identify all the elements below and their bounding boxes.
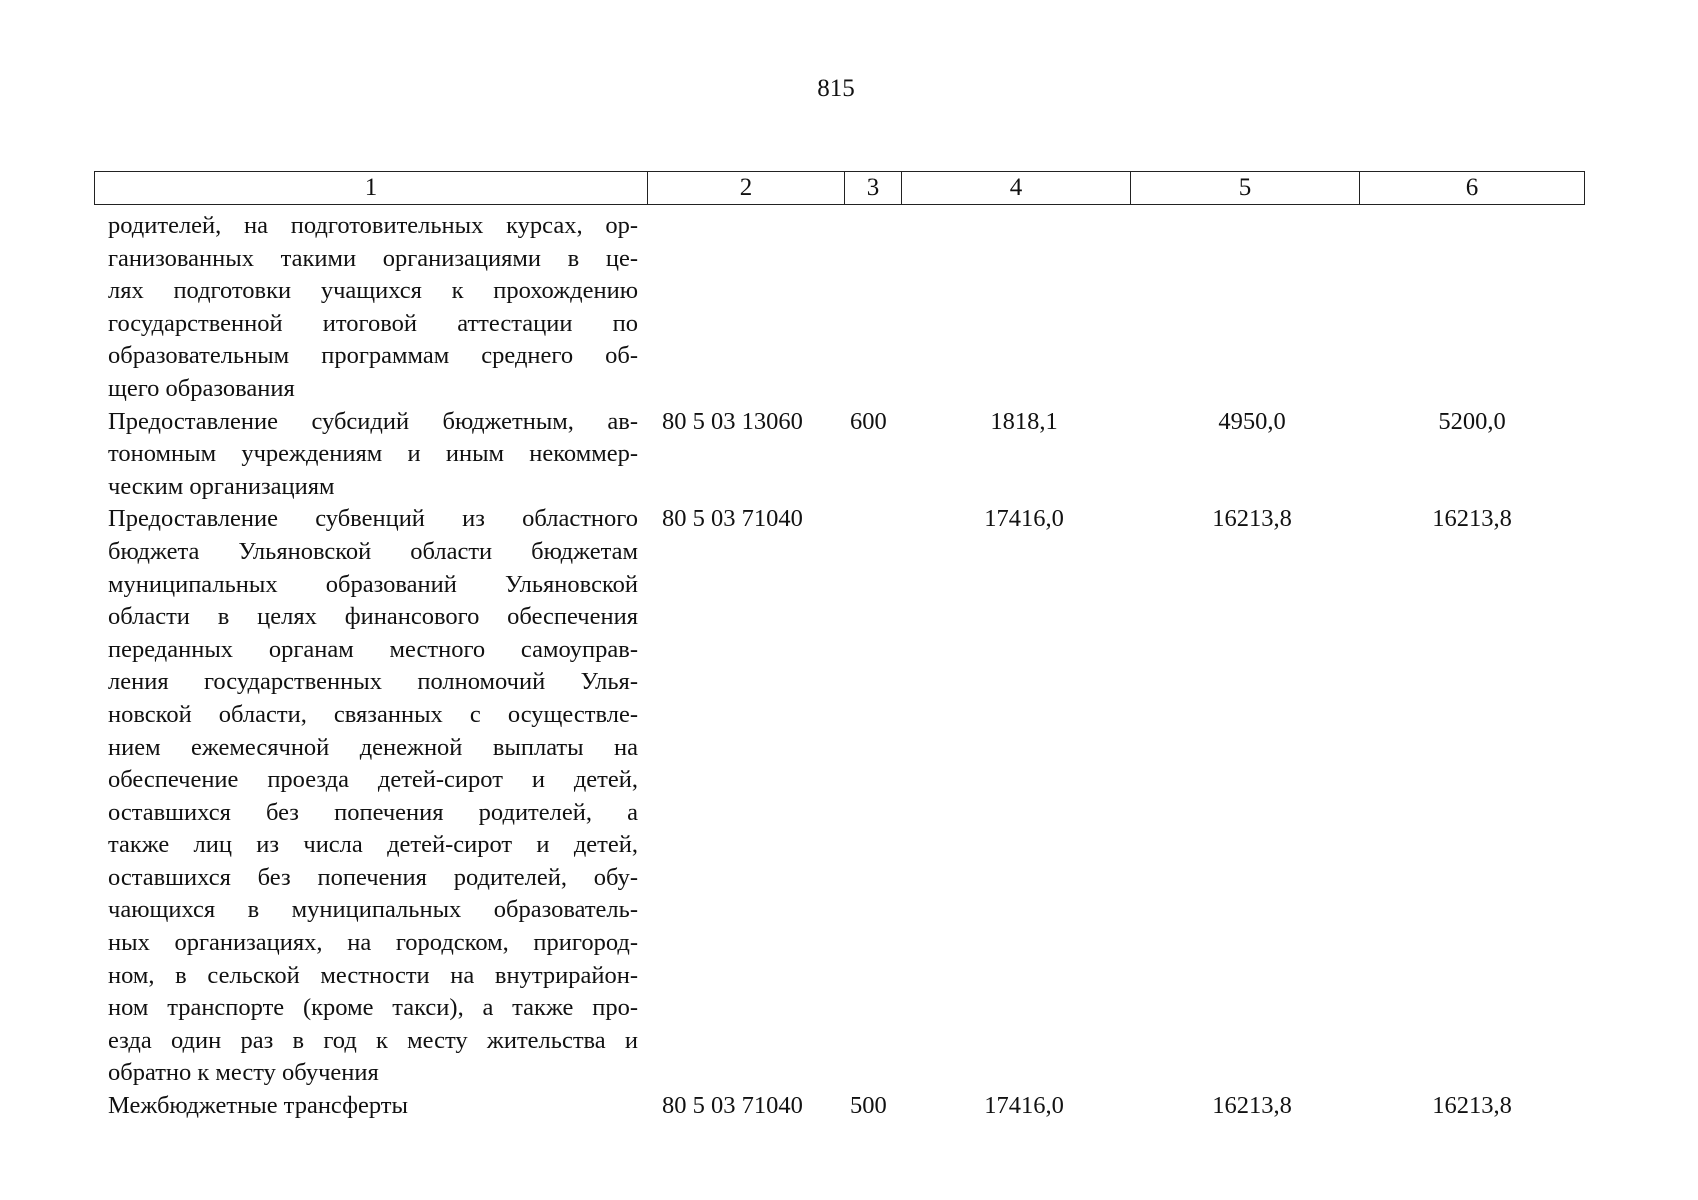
description-line: щего образования [108,374,295,402]
description-line: переданных органам местного самоуправ- [108,635,638,663]
header-col-6: 6 [1360,172,1585,205]
table-row [108,210,1578,406]
description-line: новской области, связанных с осуществле- [108,700,638,728]
row-col4-value: 17416,0 [984,505,1064,533]
row-description [108,406,638,504]
table-header [94,171,1585,205]
description-line: государственной итоговой аттестации по [108,309,638,337]
description-line: оставшихся без попечения родителей, а [108,798,638,826]
description-line: тономным учреждениям и иным некоммер- [108,440,638,468]
description-line: чающихся в муниципальных образователь- [108,896,638,924]
description-line: Межбюджетные трансферты [108,1092,408,1120]
header-col-1: 1 [95,172,648,205]
description-line: обратно к месту обучения [108,1059,379,1087]
page-number: 815 [817,75,855,102]
header-col-3: 3 [845,172,902,205]
description-line: также лиц из числа детей-сирот и детей, [108,831,638,859]
header-col-4: 4 [902,172,1131,205]
description-line: нием ежемесячной денежной выплаты на [108,733,638,761]
description-line: ном, в сельской местности на внутрирайон- [108,961,638,989]
description-line: родителей, на подготовительных курсах, ор- [108,212,638,239]
description-line: ления государственных полномочий Улья- [108,668,638,696]
row-content [108,210,1578,406]
description-line: езда один раз в год к месту жительства и [108,1026,638,1054]
description-line: ных организациях, на городском, пригород- [108,929,638,957]
row-col4-value: 1818,1 [990,407,1058,435]
row-description [108,210,638,406]
table-body [108,210,1578,1123]
row-col6-value: 5200,0 [1438,407,1506,435]
row-col6-value: 16213,8 [1432,1092,1512,1120]
row-vr-value: 600 [850,407,887,435]
row-code-value: 80 5 03 13060 [662,407,803,435]
row-code-value: 80 5 03 71040 [662,505,803,533]
header-col-5: 5 [1131,172,1360,205]
row-content [108,406,1578,504]
description-line: ганизованных такими организациями в це- [108,244,638,272]
row-description [108,1090,638,1123]
row-description [108,503,638,1090]
row-col5-value: 16213,8 [1212,505,1292,533]
table-row [108,1090,1578,1123]
description-line: лях подготовки учащихся к прохождению [108,277,638,305]
description-line: обеспечение проезда детей-сирот и детей, [108,766,638,794]
row-col6-value: 16213,8 [1432,505,1512,533]
description-line: образовательным программам среднего об- [108,342,638,370]
header-col-2: 2 [648,172,845,205]
table-row [108,406,1578,504]
row-vr-value: 500 [850,1092,887,1120]
row-col4-value: 17416,0 [984,1092,1064,1120]
description-line: бюджета Ульяновской области бюджетам [108,537,638,565]
table-row [108,503,1578,1090]
row-col5-value: 16213,8 [1212,1092,1292,1120]
description-line: ческим организациям [108,472,335,500]
description-line: оставшихся без попечения родителей, обу- [108,863,638,891]
description-line: муниципальных образований Ульяновской [108,570,638,598]
description-line: области в целях финансового обеспечения [108,603,638,631]
row-content [108,503,1578,1090]
row-content [108,1090,1578,1123]
description-line: Предоставление субсидий бюджетным, ав- [108,407,638,435]
description-line: ном транспорте (кроме такси), а также про- [108,994,638,1022]
description-line: Предоставление субвенций из областного [108,505,638,533]
header-row [95,172,1585,205]
row-code-value: 80 5 03 71040 [662,1092,803,1120]
row-col5-value: 4950,0 [1218,407,1286,435]
